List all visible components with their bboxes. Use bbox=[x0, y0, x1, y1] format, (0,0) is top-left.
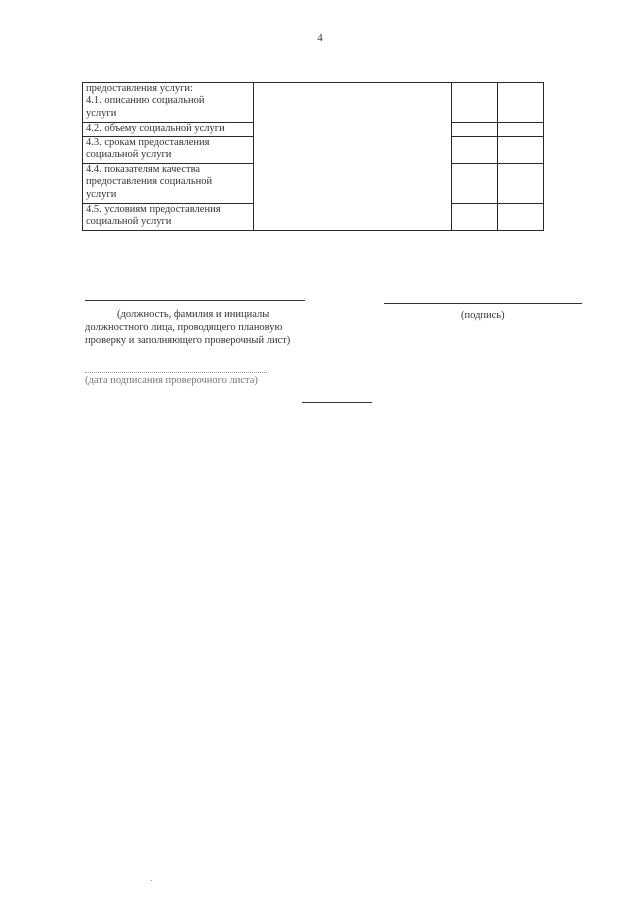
cell-line: социальной услуги bbox=[86, 149, 172, 161]
date-line bbox=[85, 372, 267, 373]
cell-line: социальной услуги bbox=[86, 216, 172, 228]
cell-line: 4.3. срокам предоставления bbox=[86, 137, 210, 148]
check-table bbox=[82, 82, 544, 231]
table-row bbox=[83, 83, 544, 123]
cell-line: 4.2. объему социальной услуги bbox=[86, 123, 225, 134]
cell-line: 4.5. условиям предоставления bbox=[86, 204, 221, 215]
table-cell-criterion bbox=[83, 123, 254, 137]
table-cell-mark bbox=[452, 137, 498, 164]
scan-speck bbox=[151, 880, 152, 881]
cell-line: предоставления социальной bbox=[86, 176, 213, 188]
closing-separator-line bbox=[302, 402, 372, 403]
cell-line: услуги bbox=[86, 107, 117, 119]
official-caption-line-3: проверку и заполняющего проверочный лист) bbox=[85, 335, 291, 346]
table-cell-mark bbox=[498, 123, 544, 137]
table-cell-criterion bbox=[83, 137, 254, 164]
table-cell-mark bbox=[452, 123, 498, 137]
cell-line: предоставления услуги: bbox=[86, 83, 193, 94]
table-cell-mark bbox=[452, 204, 498, 231]
date-caption: (дата подписания проверочного листа) bbox=[85, 375, 258, 386]
official-caption-line-1: (должность, фамилия и инициалы bbox=[117, 309, 270, 320]
page-number: 4 bbox=[317, 32, 323, 44]
cell-line: 4.1. описанию социальной bbox=[86, 95, 205, 107]
table-cell-mark bbox=[498, 204, 544, 231]
table-cell-criterion bbox=[83, 83, 254, 123]
table-cell-criterion bbox=[83, 164, 254, 204]
signature-caption: (подпись) bbox=[461, 310, 505, 321]
official-signature-line bbox=[85, 300, 305, 301]
table-cell-mark bbox=[452, 83, 498, 123]
table-cell-criterion bbox=[83, 204, 254, 231]
cell-line: 4.4. показателям качества bbox=[86, 164, 201, 175]
signature-line bbox=[384, 303, 582, 304]
table-cell-mark bbox=[452, 164, 498, 204]
table-cell-merged bbox=[254, 83, 452, 231]
official-caption-line-2: должностного лица, проводящего плановую bbox=[85, 322, 283, 333]
cell-line: услуги bbox=[86, 188, 117, 200]
table-cell-mark bbox=[498, 164, 544, 204]
table-cell-mark bbox=[498, 83, 544, 123]
table-cell-mark bbox=[498, 137, 544, 164]
